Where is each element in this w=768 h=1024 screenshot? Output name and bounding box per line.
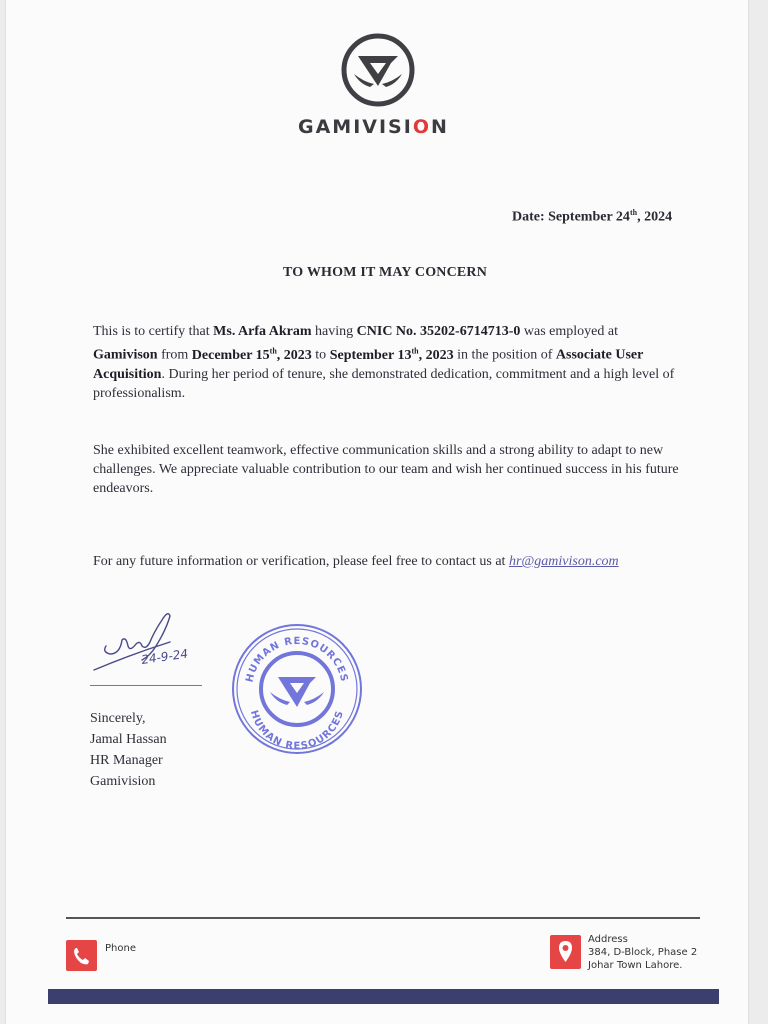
start-date: December 15th, 2023 bbox=[191, 346, 312, 363]
closing-block bbox=[90, 708, 167, 792]
address-line-1: 384, D-Block, Phase 2 bbox=[588, 947, 698, 958]
location-pin-icon bbox=[550, 935, 581, 969]
footer-color-bar bbox=[48, 989, 719, 1004]
address-block bbox=[588, 933, 697, 972]
stamp-top-text: HUMAN RESOURCES bbox=[244, 635, 350, 684]
brand-accent-letter: O bbox=[412, 116, 431, 138]
svg-text:HUMAN RESOURCES bbox=[248, 709, 346, 752]
phone-label: Phone bbox=[105, 943, 136, 954]
cnic-number: CNIC No. 35202-6714713-0 bbox=[356, 324, 521, 339]
paragraph-contact: For any future information or verification, please feel free to contact us at hr@gamivison.com bbox=[93, 554, 619, 569]
closing-salutation: Sincerely, bbox=[90, 711, 146, 726]
stamp-bottom-text: HUMAN RESOURCES bbox=[247, 709, 347, 753]
employee-name: Ms. Arfa Akram bbox=[213, 324, 312, 339]
position-title: Associate User Acquisition bbox=[93, 347, 644, 382]
signatory-name: Jamal Hassan bbox=[90, 732, 167, 747]
signature-date-note: 24-9-24 bbox=[140, 646, 189, 667]
signatory-company: Gamivision bbox=[90, 774, 156, 789]
letter-subject: TO WHOM IT MAY CONCERN bbox=[283, 265, 488, 280]
paragraph-appreciation: She exhibited excellent teamwork, effective communication skills and a strong ability to adapt to new challenges. We appreciate valuable contribution to our team and wish her continued success in his future endeavors. bbox=[93, 443, 679, 496]
footer-divider bbox=[66, 917, 700, 919]
document-page bbox=[6, 0, 748, 1024]
contact-email-link[interactable]: hr@gamivison.com bbox=[508, 554, 619, 569]
signature-line bbox=[90, 685, 202, 686]
company-name: Gamivison bbox=[93, 347, 158, 363]
svg-text:HUMAN RESOURCES bbox=[244, 636, 349, 683]
letter-date: Date: September 24th, 2024 bbox=[512, 208, 673, 225]
gamivision-logo-icon bbox=[340, 32, 416, 108]
address-label: Address bbox=[588, 934, 628, 945]
brand-name: GAMIVISION bbox=[298, 116, 449, 138]
end-date: September 13th, 2023 bbox=[329, 346, 454, 363]
hr-stamp bbox=[230, 622, 364, 756]
paragraph-employment: This is to certify that Ms. Arfa Akram having CNIC No. 35202-6714713-0 was employed at Gamivison from December 15th, 2023 to September 13th, 2023 in the position of Associate User Acquisition. During her period of tenure, she demonstrated dedication, commitment and a high level of professionalism. bbox=[93, 324, 675, 401]
handwritten-signature bbox=[92, 602, 212, 682]
address-line-2: Johar Town Lahore. bbox=[588, 960, 683, 971]
phone-icon bbox=[66, 940, 97, 971]
signatory-title: HR Manager bbox=[90, 753, 163, 768]
